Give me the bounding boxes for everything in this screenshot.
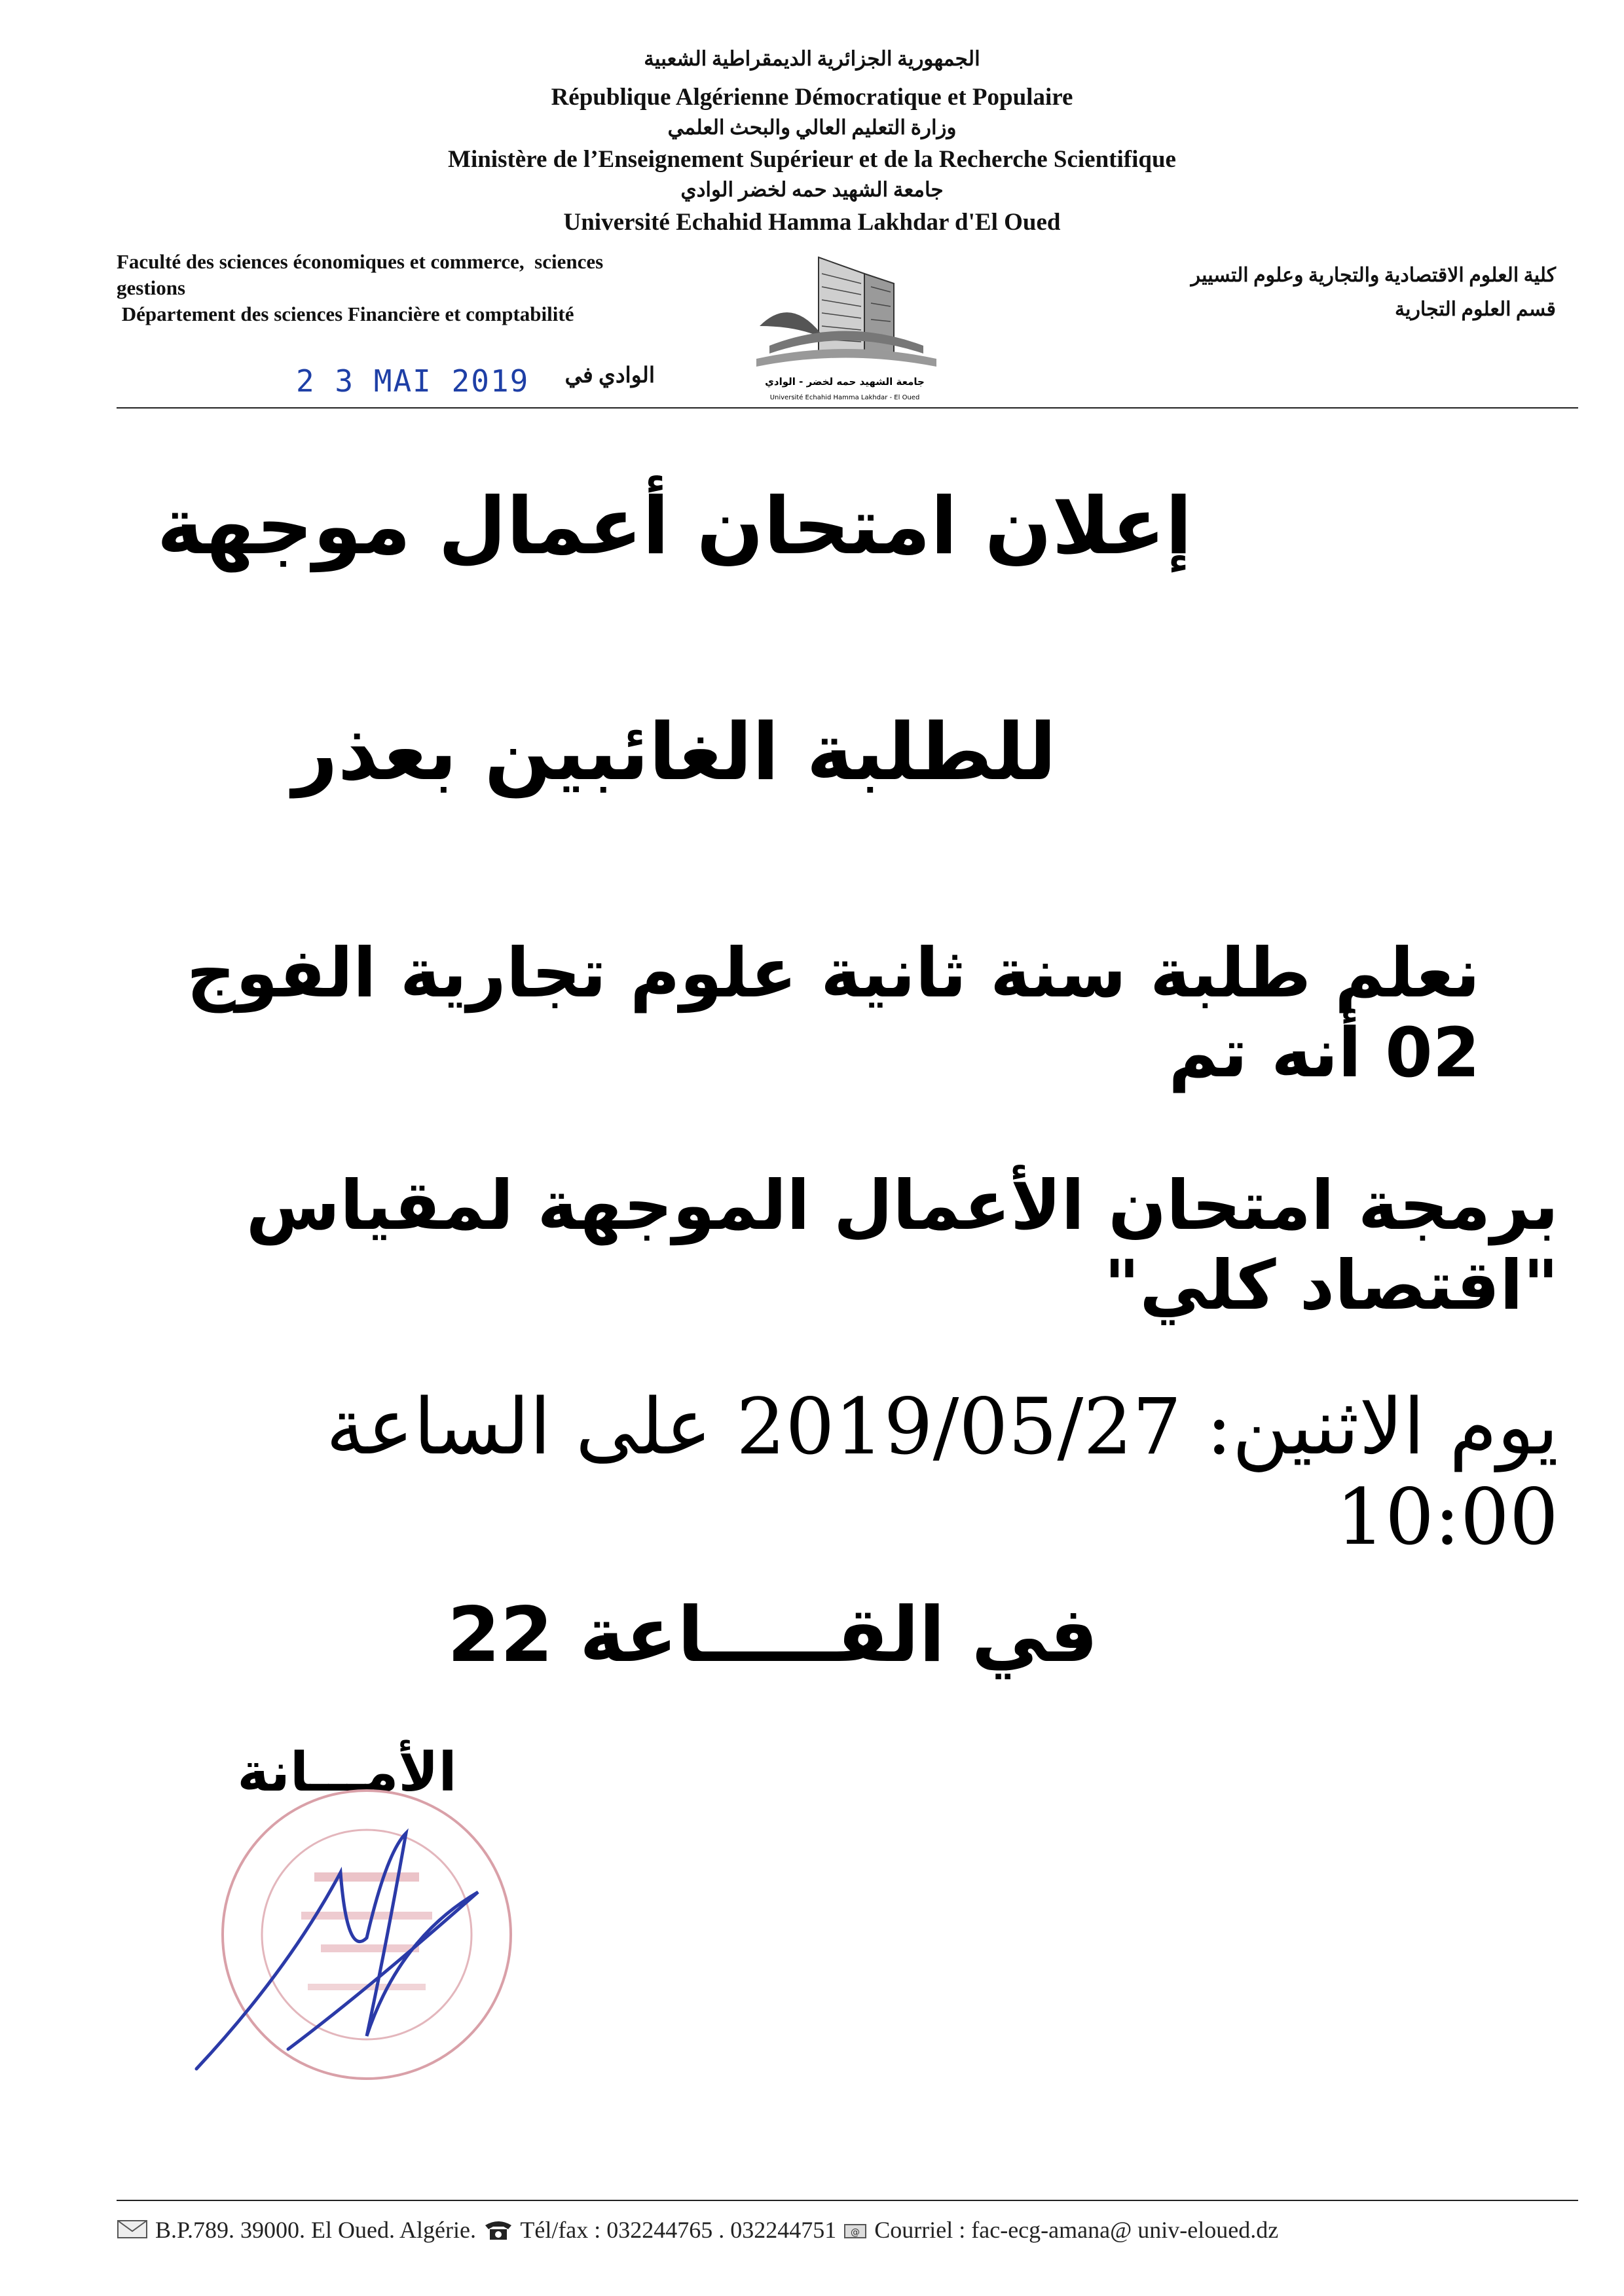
official-stamp-icon (170, 1774, 524, 2102)
ministry-ar: وزارة التعليم العالي والبحث العلمي (667, 116, 957, 139)
stamp-signature (170, 1774, 524, 2102)
para1: نعلم طلبة سنة ثانية علوم تجارية الفوج 02 أنه تم (186, 933, 1480, 1093)
department-fr: Département des sciences Financière et comptabilité (117, 302, 574, 325)
university-logo-icon (747, 247, 943, 411)
university-fr: Université Echahid Hamma Lakhdar d'El Oued (563, 209, 1061, 236)
footer-telfax: Tél/fax : 032244765 . 032244751 (520, 2217, 837, 2243)
republic-fr: République Algérienne Démocratique et Populaire (551, 84, 1073, 111)
footer (117, 2216, 1278, 2248)
envelope-icon (117, 2218, 149, 2246)
title-line1: إعلان امتحان أعمال موجهة (157, 481, 1192, 572)
faculty-fr-line1: Faculté des sciences économiques et commerce, sciences (117, 250, 604, 273)
para4: في القـــــاعة 22 (447, 1591, 1098, 1679)
logo-caption-fr: Université Echahid Hamma Lakhdar - El Oued (769, 394, 920, 401)
department-ar: قسم العلوم التجارية (1395, 299, 1556, 320)
university-ar: جامعة الشهيد حمه لخضر الوادي (680, 178, 944, 201)
faculty-fr-line2: gestions (117, 276, 186, 299)
faculty-ar: كلية العلوم الاقتصادية والتجارية وعلوم التسيير (1190, 264, 1556, 286)
email-icon (842, 2219, 868, 2246)
para2: برمجة امتحان الأعمال الموجهة لمقياس "اقتصاد كلي" (246, 1165, 1559, 1325)
place-label: الوادي في (564, 364, 655, 388)
footer-address: B.P.789. 39000. El Oued. Algérie. (155, 2217, 476, 2243)
university-logo (747, 247, 943, 411)
footer-divider (117, 2200, 1578, 2201)
para3: يوم الاثنين: 2019/05/27 على الساعة 10:00 (325, 1381, 1559, 1562)
ministry-fr: Ministère de l’Enseignement Supérieur et de la Recherche Scientifique (448, 146, 1176, 173)
faculty-ar-block (1098, 259, 1556, 327)
republic-ar: الجمهورية الجزائرية الديمقراطية الشعبية (644, 47, 980, 70)
footer-email[interactable]: Courriel : fac-ecg-amana@ univ-eloued.dz (874, 2217, 1279, 2243)
date-stamp: 2 3 MAI 2019 (296, 363, 530, 399)
logo-caption-ar: جامعة الشهيد حمه لخضر - الوادي (765, 376, 925, 388)
faculty-fr (117, 249, 603, 327)
header-divider (117, 407, 1578, 409)
telephone-icon (482, 2216, 515, 2248)
title-line2: للطلبة الغائبين بعذر (292, 707, 1057, 798)
svg-text:@: @ (851, 2227, 860, 2238)
signature-label: الأمـــانة (237, 1741, 457, 1804)
